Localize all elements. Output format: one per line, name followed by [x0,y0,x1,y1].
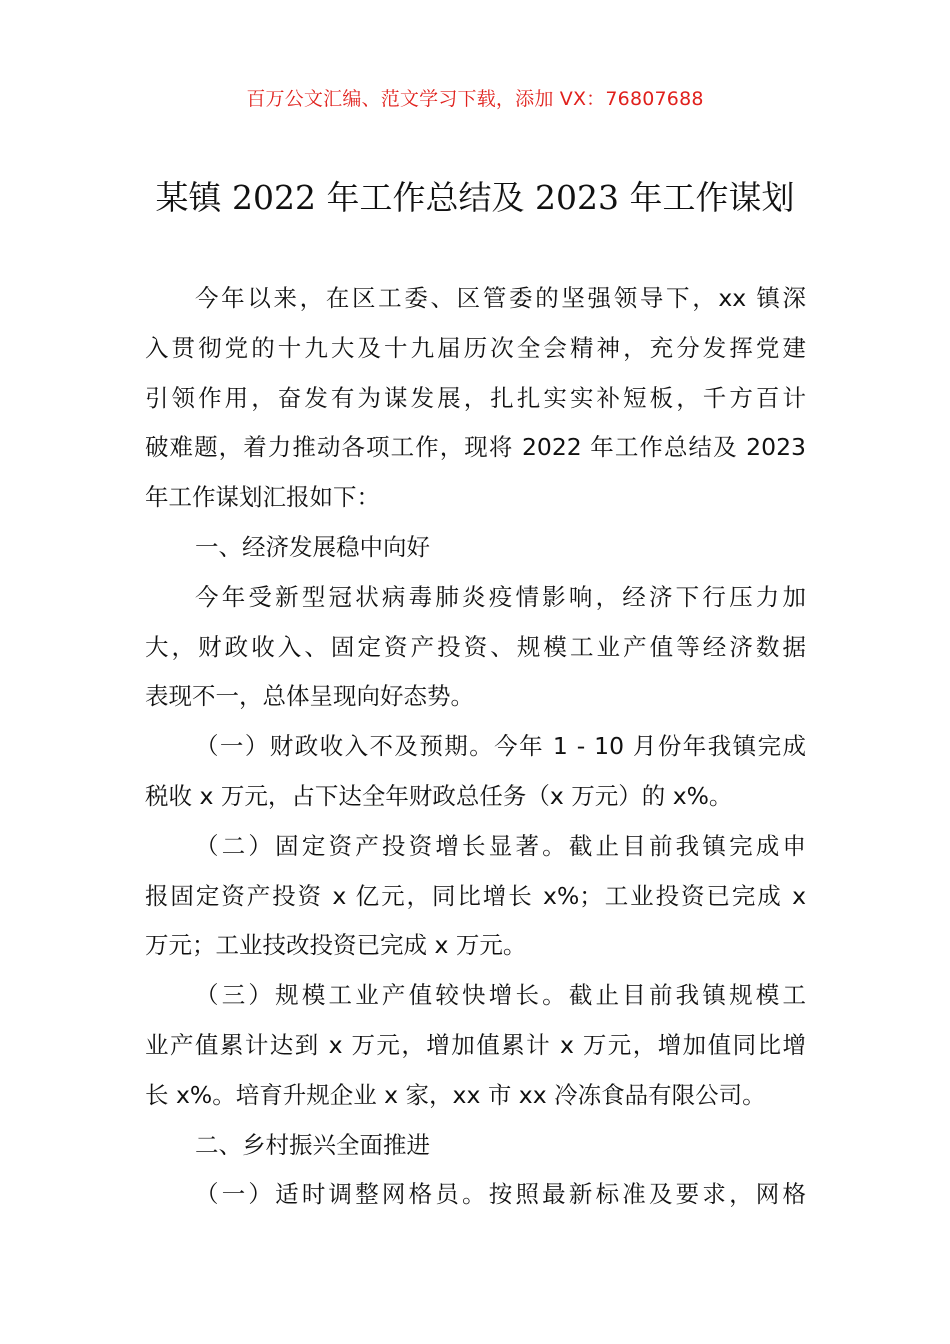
text-line: 入贯彻党的十九大及十九届历次全会精神，充分发挥党建 [145,333,806,362]
text-line: 今年受新型冠状病毒肺炎疫情影响，经济下行压力加 [195,582,806,611]
text-line: 年工作谋划汇报如下： [145,483,380,512]
text-line: 长 x%。培育升规企业 x 家，xx 市 xx 冷冻食品有限公司。 [145,1080,766,1109]
document-title: 某镇 2022 年工作总结及 2023 年工作谋划 [155,178,795,217]
text-line: （三）规模工业产值较快增长。截止目前我镇规模工 [195,981,806,1010]
text-line: 税收 x 万元，占下达全年财政总任务（x 万元）的 x%。 [145,781,733,810]
text-line: 表现不一，总体呈现向好态势。 [145,682,474,711]
text-line: （二）固定资产投资增长显著。截止目前我镇完成申 [195,831,806,860]
text-line: 大，财政收入、固定资产投资、规模工业产值等经济数据 [145,632,806,661]
text-line: 引领作用，奋发有为谋发展，扎扎实实补短板，千方百计 [145,383,806,412]
text-line: 破难题，着力推动各项工作，现将 2022 年工作总结及 2023 [145,433,806,462]
text-line: 今年以来，在区工委、区管委的坚强领导下，xx 镇深 [195,284,806,312]
text-line: （一）财政收入不及预期。今年 1 - 10 月份年我镇完成 [195,732,806,761]
text-line: 报固定资产投资 x 亿元，同比增长 x%；工业投资已完成 x [145,881,806,910]
text-line: （一）适时调整网格员。按照最新标准及要求，网格 [195,1180,806,1209]
text-line: 二、乡村振兴全面推进 [195,1130,430,1159]
document-body [145,274,806,1220]
text-line: 一、经济发展稳中向好 [195,532,430,561]
watermark-banner: 百万公文汇编、范文学习下载，添加 VX：76807688 [246,88,704,110]
text-line: 万元；工业技改投资已完成 x 万元。 [145,931,527,960]
text-line: 业产值累计达到 x 万元，增加值累计 x 万元，增加值同比增 [145,1030,806,1059]
